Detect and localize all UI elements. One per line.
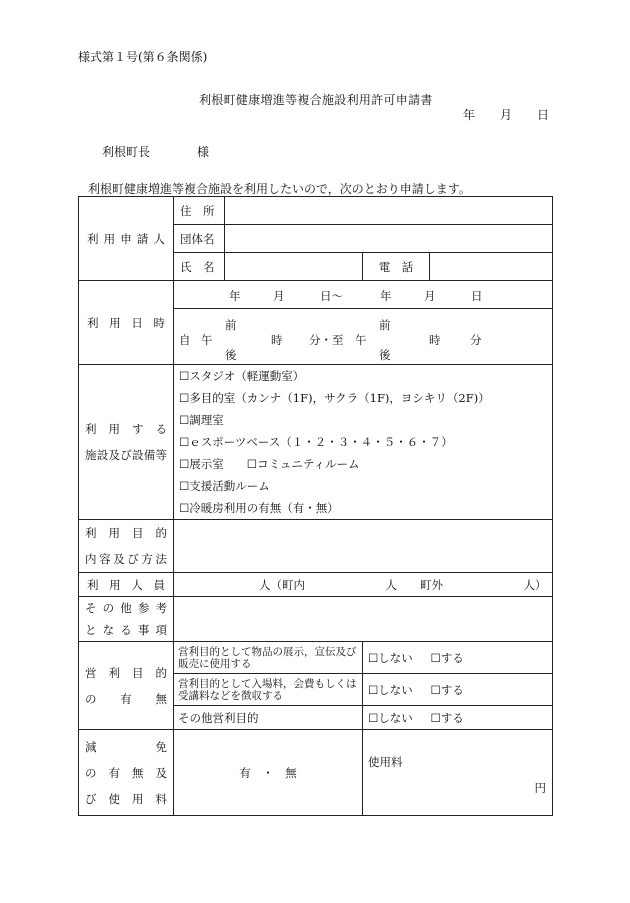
exemption-label-line2: の有無及 (85, 765, 167, 780)
facility-checkbox-support-room[interactable]: ☐支援活動ルーム (179, 479, 270, 493)
other-label-line1: その他参考 (85, 601, 167, 615)
commercial-fee-no-checkbox[interactable]: ☐しない (368, 682, 413, 697)
application-form-table (78, 196, 553, 816)
group-name-field[interactable] (225, 225, 553, 253)
commercial-row-other-desc: その他営利目的 (174, 706, 363, 730)
to-hour: 時 (429, 333, 441, 347)
commercial-label-line1: 営利目的 (85, 665, 167, 680)
facility-checkbox-aircon[interactable]: ☐冷暖房利用の有無（有・無） (179, 501, 339, 515)
to-minute: 分 (470, 333, 482, 347)
usage-fee-label: 使用料 (368, 755, 403, 769)
commercial-exhibit-yes-checkbox[interactable]: ☐する (430, 650, 464, 665)
facilities-list (174, 365, 553, 520)
to-go: 午 (355, 333, 367, 347)
date-range-month1: 月 (273, 289, 285, 303)
from-am: 前 (225, 318, 237, 332)
applicant-label: 利用申請人 (79, 197, 174, 281)
date-range-day1: 日～ (320, 289, 343, 303)
commercial-row-fee-desc: 営利目的として入場料，会費もしくは受講料などを徴収する (174, 674, 363, 706)
commercial-row-other-options (363, 706, 553, 730)
date-month: 月 (500, 108, 513, 122)
commercial-label-line2: の 有 無 (85, 691, 167, 706)
purpose-label (79, 520, 174, 573)
date-range-day2: 日 (471, 289, 483, 303)
usage-fee-field[interactable] (363, 730, 553, 816)
usage-datetime-label: 利用日時 (79, 281, 174, 365)
page-title: 利根町健康増進等複合施設利用許可申請書 (199, 93, 433, 107)
commercial-row-exhibit-options (363, 642, 553, 674)
facility-checkbox-studio[interactable]: ☐スタジオ（軽運動室） (179, 369, 305, 383)
name-field[interactable] (225, 253, 363, 281)
facilities-label-line1: 利用する (85, 422, 167, 436)
facility-checkbox-exhibition-community[interactable]: ☐展示室 ☐コミュニティルーム (179, 457, 360, 471)
addressee-name: 利根町長 (102, 145, 151, 159)
exemption-label (79, 730, 174, 816)
from-minute-to: 分・至 (309, 333, 344, 347)
from-pm: 後 (225, 348, 237, 362)
address-field[interactable] (225, 197, 553, 225)
group-name-label: 団体名 (174, 225, 225, 253)
exemption-yes-no[interactable]: 有 ・ 無 (174, 730, 363, 816)
other-label (79, 597, 174, 642)
phone-field[interactable] (430, 253, 553, 281)
attendees-label: 利用人員 (79, 573, 174, 597)
facility-checkbox-kitchen[interactable]: ☐調理室 (179, 413, 224, 427)
date-range-year1: 年 (229, 289, 241, 303)
addressee-honorific: 様 (197, 145, 210, 159)
purpose-label-line2: 内容及び方法 (85, 552, 167, 566)
from-hour: 時 (271, 333, 283, 347)
date-range-month2: 月 (424, 289, 436, 303)
other-label-line2: となる事項 (85, 623, 167, 637)
to-pm: 後 (379, 348, 391, 362)
purpose-field[interactable] (174, 520, 553, 573)
commercial-other-yes-checkbox[interactable]: ☐する (430, 710, 464, 725)
usage-fee-yen: 円 (534, 781, 547, 795)
facilities-label (79, 365, 174, 520)
usage-date-range-field[interactable] (174, 281, 553, 309)
facility-checkbox-esports[interactable]: ☐ｅスポーツベース（１・２・３・４・５・６・７） (179, 435, 453, 449)
commercial-fee-yes-checkbox[interactable]: ☐する (430, 682, 464, 697)
address-label: 住 所 (174, 197, 225, 225)
commercial-row-exhibit-desc: 営利目的として物品の展示，宣伝及び販売に使用する (174, 642, 363, 674)
from-go: 午 (201, 333, 213, 347)
usage-time-field[interactable] (174, 309, 553, 365)
other-field[interactable] (174, 597, 553, 642)
to-am: 前 (379, 318, 391, 332)
date-year: 年 (463, 108, 476, 122)
purpose-label-line1: 利用目的 (85, 526, 167, 540)
commercial-row-fee-options (363, 674, 553, 706)
name-label: 氏 名 (174, 253, 225, 281)
from-ji: 自 (179, 333, 191, 347)
commercial-exhibit-no-checkbox[interactable]: ☐しない (368, 650, 413, 665)
exemption-label-line3: び使用料 (85, 791, 167, 806)
exemption-label-line1: 減 免 (85, 739, 167, 754)
date-range-year2: 年 (380, 289, 392, 303)
commercial-other-no-checkbox[interactable]: ☐しない (368, 710, 413, 725)
intro-text: 利根町健康増進等複合施設を利用したいので，次のとおり申請します。 (88, 182, 471, 196)
date-day: 日 (537, 108, 550, 122)
facility-checkbox-multipurpose[interactable]: ☐多目的室（カンナ（1F)，サクラ（1F)，ヨシキリ（2F)） (179, 391, 490, 405)
facilities-label-line2: 施設及び設備等 (85, 448, 167, 462)
attendees-field[interactable]: 人（町内 人 町外 人） (174, 573, 553, 597)
phone-label: 電 話 (363, 253, 430, 281)
commercial-label (79, 642, 174, 730)
form-number: 様式第１号(第６条関係) (78, 50, 208, 64)
